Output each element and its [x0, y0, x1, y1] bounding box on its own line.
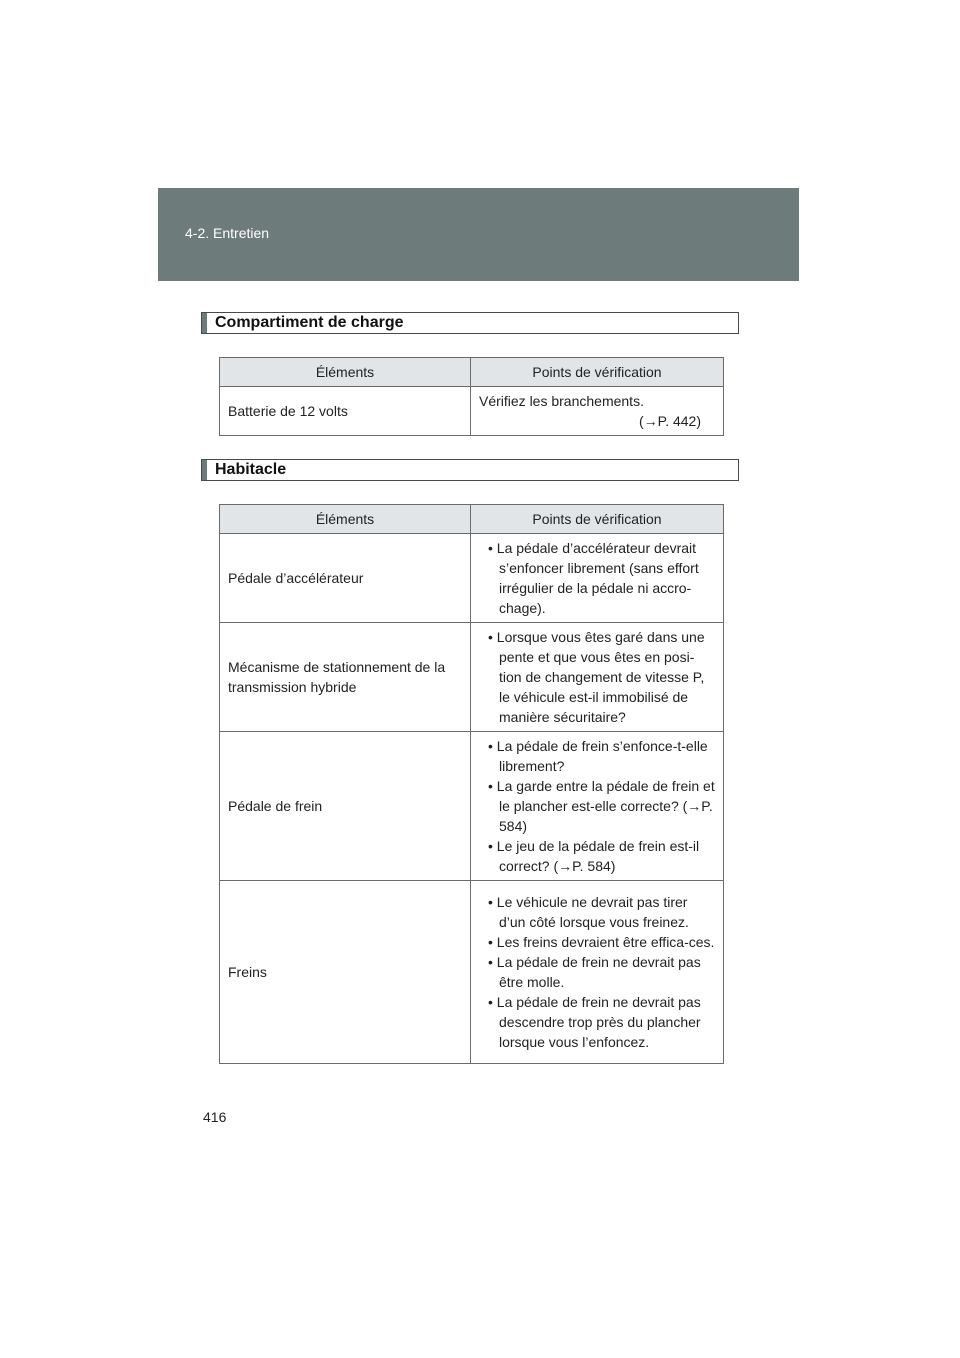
row-check: [471, 732, 724, 881]
check-bullet: • La pédale de frein ne devrait pas être molle.: [479, 952, 715, 992]
section-marker: [202, 313, 207, 333]
section-title: Habitacle: [215, 461, 287, 478]
row-check: [471, 387, 724, 436]
page-reference: (→P. 442): [639, 413, 701, 429]
table-row: [220, 387, 724, 436]
table-row: [220, 623, 724, 732]
row-check: [471, 534, 724, 623]
row-check: [471, 881, 724, 1064]
section-breadcrumb: 4-2. Entretien: [185, 225, 270, 241]
table-habitacle: [219, 504, 724, 1064]
check-bullet: • Lorsque vous êtes garé dans une pente et que vous êtes en posi-tion de changement de vitesse P, le véhicule est-il immobilisé de manière sécuritaire?: [479, 627, 715, 727]
section-title: Compartiment de charge: [215, 314, 404, 331]
table-header-row: [220, 358, 724, 387]
column-header-items: Éléments: [220, 505, 471, 534]
check-bullet: • La pédale de frein s’enfonce-t-elle librement?: [479, 736, 715, 776]
table-compartiment: [219, 357, 724, 436]
table-row: [220, 534, 724, 623]
column-header-checks: Points de vérification: [471, 505, 724, 534]
row-item: Freins: [220, 881, 471, 1064]
row-item: Mécanisme de stationnement de la transmission hybride: [220, 623, 471, 732]
check-bullet: • La pédale d’accélérateur devrait s’enfoncer librement (sans effort irrégulier de la pédale ni accro-chage).: [479, 538, 715, 618]
check-bullet: • La garde entre la pédale de frein et le plancher est-elle correcte? (→P. 584): [479, 776, 715, 836]
section-heading-habitacle: [201, 459, 739, 481]
check-text: Vérifiez les branchements.: [479, 393, 644, 409]
table-row: [220, 881, 724, 1064]
check-bullet: • La pédale de frein ne devrait pas descendre trop près du plancher lorsque vous l’enfoncez.: [479, 992, 715, 1052]
page-number: 416: [203, 1109, 227, 1125]
row-item: Pédale d’accélérateur: [220, 534, 471, 623]
chapter-header-band: [158, 188, 799, 281]
table-header-row: [220, 505, 724, 534]
column-header-items: Éléments: [220, 358, 471, 387]
table-row: [220, 732, 724, 881]
row-item: Batterie de 12 volts: [220, 387, 471, 436]
row-check: [471, 623, 724, 732]
row-item: Pédale de frein: [220, 732, 471, 881]
column-header-checks: Points de vérification: [471, 358, 724, 387]
check-bullet: • Le véhicule ne devrait pas tirer d’un côté lorsque vous freinez.: [479, 892, 715, 932]
section-heading-compartiment: [201, 312, 739, 334]
check-bullet: • Les freins devraient être effica-ces.: [479, 932, 715, 952]
check-bullet: • Le jeu de la pédale de frein est-il correct? (→P. 584): [479, 836, 715, 876]
section-marker: [202, 460, 207, 480]
